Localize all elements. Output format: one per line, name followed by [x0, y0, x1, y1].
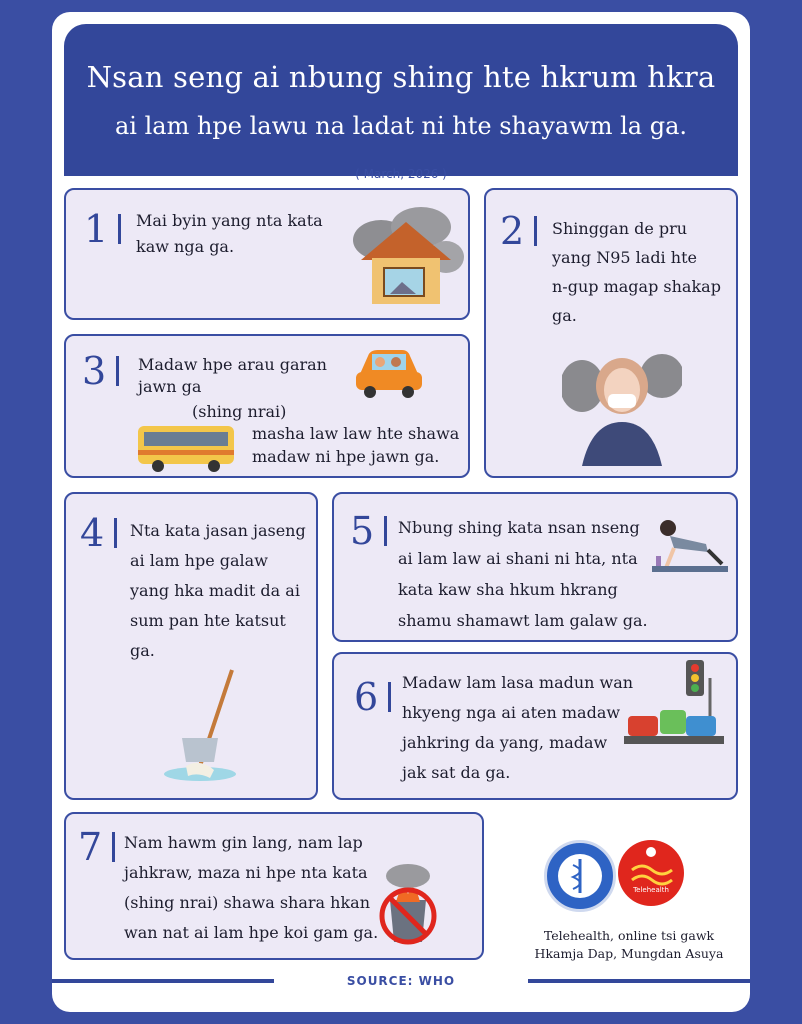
tip-7-box	[64, 812, 484, 960]
telehealth-line-1: Telehealth, online tsi gawk	[543, 928, 715, 943]
tip-5-text: Nbung shing kata nsan nseng ai lam law ai shani ni hta, nta kata kaw sha hkum hkrang shamu shamawt lam galaw ga.	[398, 518, 648, 630]
tip-3-line-4: masha law law hte shawa	[252, 424, 460, 443]
tip-3-line-5: madaw ni hpe jawn ga.	[252, 447, 440, 466]
exercise-icon	[646, 514, 730, 578]
tip-1-number: 1	[84, 207, 109, 251]
telehealth-mark-icon	[618, 840, 684, 906]
tip-1-divider	[118, 214, 121, 244]
tip-7-number: 7	[78, 825, 103, 869]
telehealth-logo	[618, 840, 684, 906]
mop-bucket-icon	[160, 666, 250, 786]
telehealth-line-2: Hkamja Dap, Mungdan Asuya	[534, 946, 724, 961]
tip-4-text: Nta kata jasan jaseng ai lam hpe galaw yang hka madit da ai sum pan hte katsut ga.	[130, 521, 306, 660]
bus-icon	[136, 420, 236, 476]
tip-6-number: 6	[354, 675, 379, 719]
header-banner	[64, 24, 738, 176]
tip-4-box	[64, 492, 318, 800]
telehealth-badge-text: Telehealth	[633, 886, 669, 894]
tip-2-number: 2	[500, 209, 525, 253]
infographic-card	[52, 12, 750, 1012]
traffic-light-icon	[624, 658, 724, 748]
title-line-2: ai lam hpe lawu na ladat ni hte shayawm la ga.	[114, 112, 688, 140]
ministry-of-health-logo	[544, 840, 616, 912]
tip-3-line-1: Madaw hpe arau garan	[138, 355, 327, 374]
tip-5-divider	[384, 516, 387, 546]
tip-7-text: Nam hawm gin lang, nam lap jahkraw, maza ni hpe nta kata (shing nrai) shawa shara hkan wan nat ai lam hpe koi gam ga.	[124, 833, 379, 942]
tip-5-box	[332, 492, 738, 642]
tip-6-text: Madaw lam lasa madun wan hkyeng nga ai aten madaw jahkring da yang, madaw jak sat da ga.	[402, 673, 634, 782]
no-burning-icon	[368, 860, 448, 950]
tip-1-box	[64, 188, 470, 320]
tip-7-divider	[112, 832, 115, 862]
tip-4-number: 4	[80, 511, 105, 555]
person-mask-icon	[562, 346, 682, 466]
car-icon	[354, 344, 424, 400]
tip-3-line-2: jawn ga	[138, 377, 202, 396]
tip-3-line-3: (shing nrai)	[192, 402, 287, 421]
title-line-1: Nsan seng ai nbung shing hte hkrum hkra	[86, 60, 716, 94]
tip-6-divider	[388, 682, 391, 712]
tip-3-divider	[116, 356, 119, 386]
source-label: SOURCE: WHO	[346, 974, 456, 988]
date-label: ( March, 2026 )	[355, 167, 447, 181]
tip-2-box	[484, 188, 738, 478]
caduceus-icon	[547, 843, 613, 909]
tip-5-number: 5	[350, 509, 375, 553]
tip-4-divider	[114, 518, 117, 548]
tip-6-box	[332, 652, 738, 800]
tip-2-text: Shinggan de pru yang N95 ladi hte n-gup magap shakap ga.	[552, 219, 721, 325]
house-smoke-icon	[346, 202, 466, 312]
tip-1-text: Mai byin yang nta kata kaw nga ga.	[136, 211, 323, 256]
tip-3-box	[64, 334, 470, 478]
tip-2-divider	[534, 216, 537, 246]
tip-3-number: 3	[82, 349, 107, 393]
